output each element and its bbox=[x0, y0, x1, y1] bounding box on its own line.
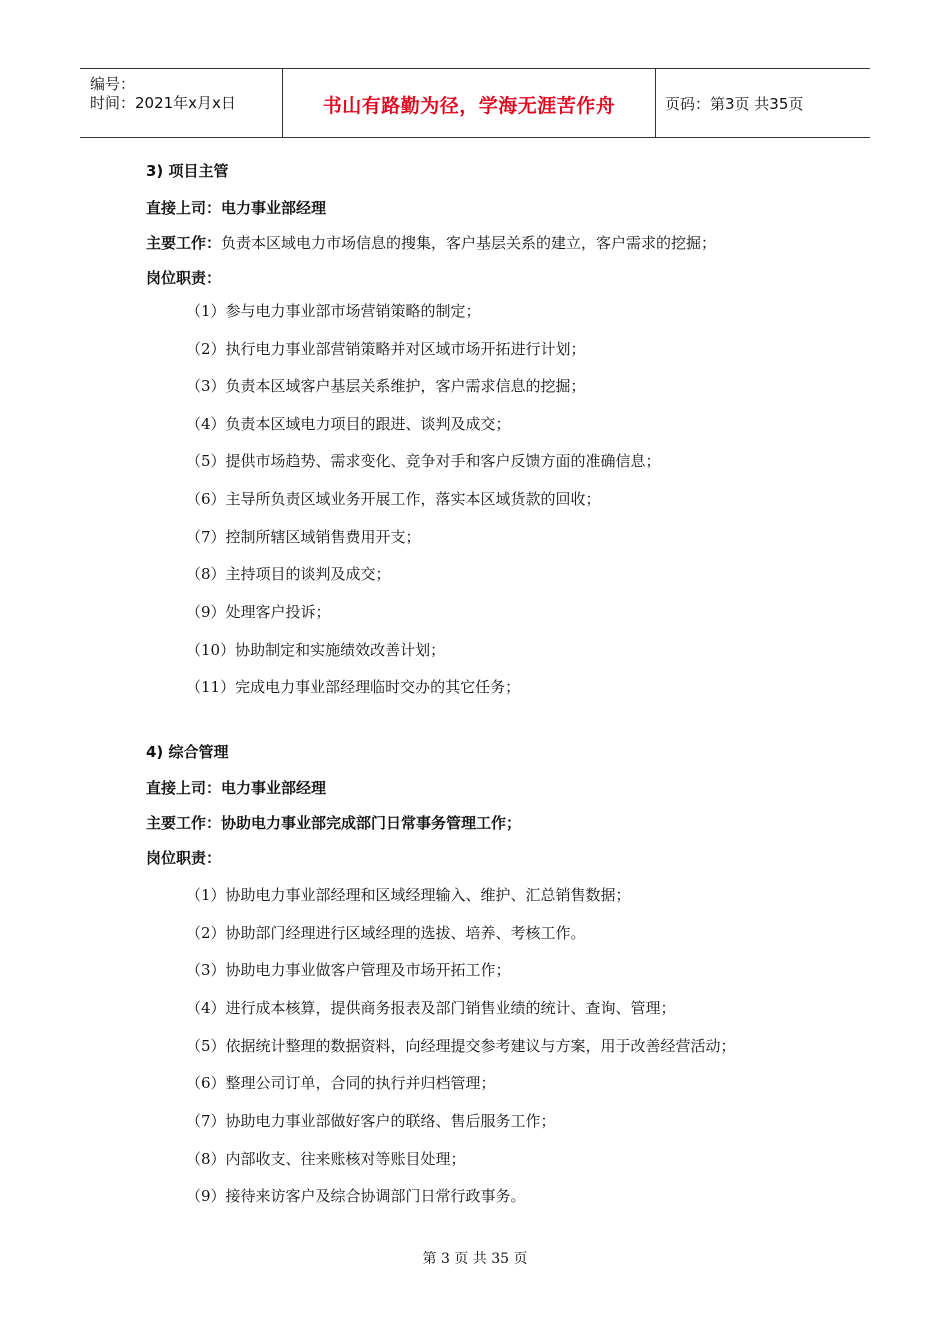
footer-page-number: 第 3 页 共 35 页 bbox=[422, 1251, 528, 1267]
section-3-main-work-label: 主要工作： bbox=[146, 234, 222, 252]
section-3-duty-item: （2）执行电力事业部营销策略并对区域市场开拓进行计划； bbox=[186, 340, 586, 358]
section-4-duty-item: （3）协助电力事业做客户管理及市场开拓工作； bbox=[186, 961, 511, 979]
page-header bbox=[80, 68, 870, 138]
section-3-duty-item: （7）控制所辖区域销售费用开支； bbox=[186, 528, 421, 546]
section-4-duty-item: （5）依据统计整理的数据资料，向经理提交参考建议与方案，用于改善经营活动； bbox=[186, 1037, 736, 1055]
section-3-main-work bbox=[146, 232, 716, 253]
section-3-title: 3) 项目主管 bbox=[146, 162, 229, 180]
section-3-main-work-text: 负责本区域电力市场信息的搜集，客户基层关系的建立，客户需求的挖掘； bbox=[221, 234, 717, 252]
section-4-duty-item: （4）进行成本核算，提供商务报表及部门销售业绩的统计、查询、管理； bbox=[186, 999, 676, 1017]
section-3-duties-label: 岗位职责： bbox=[146, 269, 222, 287]
header-motto: 书山有路勤为径，学海无涯苦作舟 bbox=[322, 95, 616, 117]
section-4-duty-item: （8）内部收支、往来账核对等账目处理； bbox=[186, 1150, 466, 1168]
page-footer bbox=[0, 1248, 950, 1268]
section-4-duty-item: （6）整理公司订单，合同的执行并归档管理； bbox=[186, 1074, 496, 1092]
section-3-duty-item: （9）处理客户投诉； bbox=[186, 603, 331, 621]
section-4-duties-label: 岗位职责： bbox=[146, 849, 222, 867]
section-3-duty-item: （1）参与电力事业部市场营销策略的制定； bbox=[186, 302, 481, 320]
section-3-duty-item: （3）负责本区域客户基层关系维护，客户需求信息的挖掘； bbox=[186, 377, 586, 395]
section-3-duty-item: （8）主持项目的谈判及成交； bbox=[186, 565, 391, 583]
section-4-title: 4) 综合管理 bbox=[146, 743, 229, 761]
header-middle-cell bbox=[282, 69, 656, 137]
section-3-duty-item: （6）主导所负责区域业务开展工作，落实本区域货款的回收； bbox=[186, 490, 601, 508]
section-4-supervisor: 直接上司：电力事业部经理 bbox=[146, 779, 327, 797]
section-3-supervisor: 直接上司：电力事业部经理 bbox=[146, 199, 327, 217]
section-3-duty-item: （4）负责本区域电力项目的跟进、谈判及成交； bbox=[186, 415, 511, 433]
header-right-cell bbox=[655, 69, 870, 137]
section-4-duty-item: （9）接待来访客户及综合协调部门日常行政事务。 bbox=[186, 1187, 526, 1205]
section-4-duty-item: （1）协助电力事业部经理和区域经理输入、维护、汇总销售数据； bbox=[186, 886, 631, 904]
section-3-duty-item: （11）完成电力事业部经理临时交办的其它任务； bbox=[186, 678, 521, 696]
header-page-info: 页码：第3页 共35页 bbox=[665, 95, 804, 113]
document-time-label: 时间：2021年x月x日 bbox=[90, 94, 236, 112]
section-4-duty-item: （7）协助电力事业部做好客户的联络、售后服务工作； bbox=[186, 1112, 556, 1130]
section-4-main-work: 主要工作：协助电力事业部完成部门日常事务管理工作； bbox=[146, 814, 522, 832]
section-3-duty-item: （10）协助制定和实施绩效改善计划； bbox=[186, 641, 446, 659]
section-3-duty-item: （5）提供市场趋势、需求变化、竞争对手和客户反馈方面的准确信息； bbox=[186, 452, 661, 470]
document-number-label: 编号： bbox=[90, 75, 136, 93]
section-4-duty-item: （2）协助部门经理进行区域经理的选拔、培养、考核工作。 bbox=[186, 924, 586, 942]
header-left-cell bbox=[80, 69, 282, 137]
